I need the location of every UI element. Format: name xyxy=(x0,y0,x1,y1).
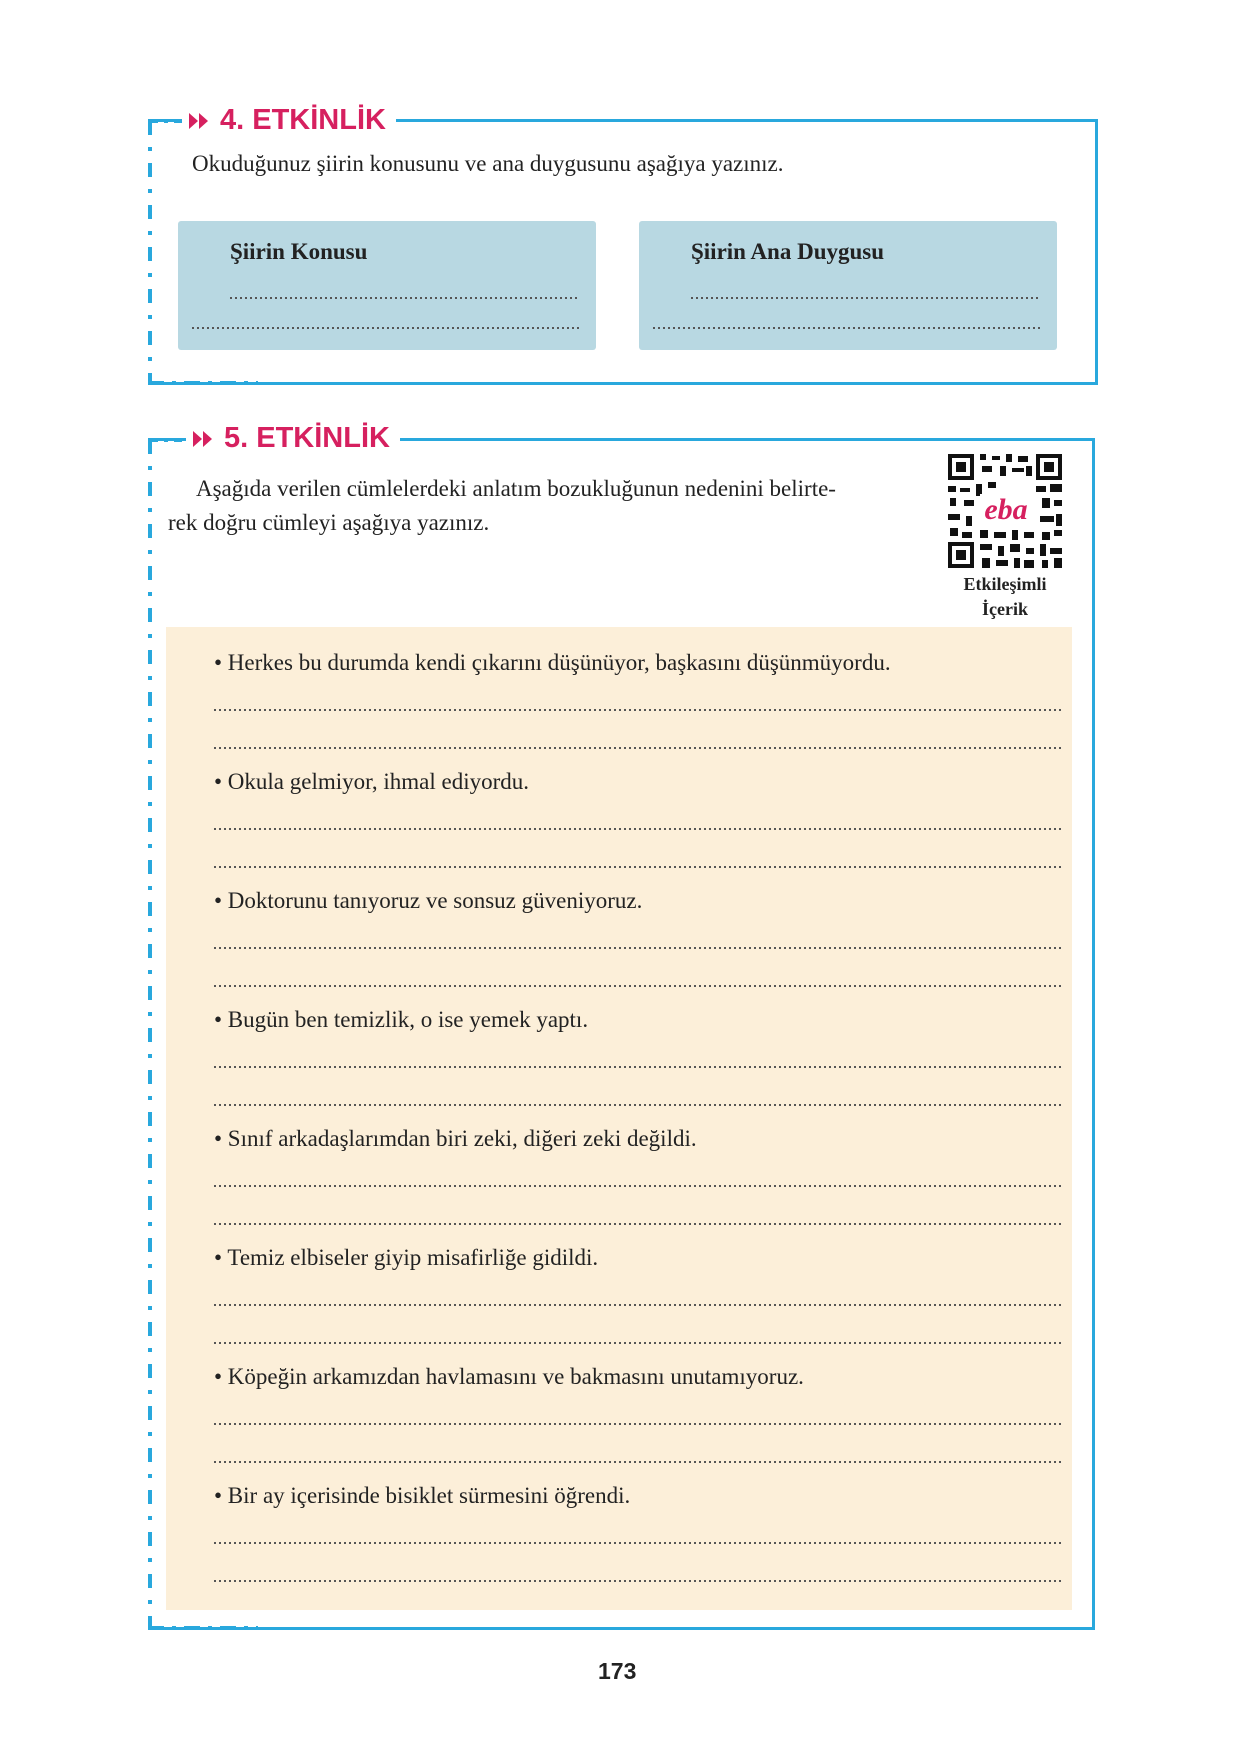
answer-line[interactable] xyxy=(214,985,1061,987)
qr-caption-line-1: Etkileşimli xyxy=(963,574,1047,594)
topic-heading: Şiirin Konusu xyxy=(230,239,368,264)
topic-answer-box xyxy=(178,221,596,350)
activity5-dashed-left-border xyxy=(148,440,152,1630)
answer-line[interactable] xyxy=(214,1342,1061,1344)
answer-line[interactable] xyxy=(214,1304,1061,1306)
sentence-item-7: • Köpeğin arkamızdan havlamasını ve bakmasını unutamıyoruz. xyxy=(214,1364,804,1389)
sentence-item-8: • Bir ay içerisinde bisiklet sürmesini öğrendi. xyxy=(214,1483,631,1508)
topic-answer-line-2[interactable] xyxy=(192,327,580,329)
topic-answer-line-1[interactable] xyxy=(230,297,580,299)
answer-line[interactable] xyxy=(214,709,1061,711)
answer-line[interactable] xyxy=(214,1542,1061,1544)
answer-line[interactable] xyxy=(214,1580,1061,1582)
emotion-answer-line-2[interactable] xyxy=(653,327,1041,329)
activity4-title xyxy=(182,104,396,137)
answer-line[interactable] xyxy=(214,866,1061,868)
activity4-dashed-left-border xyxy=(148,121,152,385)
activity5-instruction-line-1: Aşağıda verilen cümlelerdeki anlatım bozukluğunun nedenini belirte- xyxy=(196,476,836,501)
sentence-item-4: • Bugün ben temizlik, o ise yemek yaptı. xyxy=(214,1007,589,1032)
answer-line[interactable] xyxy=(214,1223,1061,1225)
page-number: 173 xyxy=(598,1658,637,1684)
answer-line[interactable] xyxy=(214,1185,1061,1187)
double-arrow-icon xyxy=(188,112,210,130)
activity4-dashed-top-border xyxy=(148,119,182,123)
qr-caption-line-2: İçerik xyxy=(982,599,1028,619)
answer-line[interactable] xyxy=(214,1461,1061,1463)
answer-line[interactable] xyxy=(214,747,1061,749)
activity5-dashed-bottom-border xyxy=(148,1626,258,1630)
answer-line[interactable] xyxy=(214,1423,1061,1425)
activity4-instruction: Okuduğunuz şiirin konusunu ve ana duygusunu aşağıya yazınız. xyxy=(192,151,784,176)
sentence-item-5: • Sınıf arkadaşlarımdan biri zeki, diğeri zeki değildi. xyxy=(214,1126,697,1151)
activity4-title-text: 4. ETKİNLİK xyxy=(220,104,386,136)
emotion-heading: Şiirin Ana Duygusu xyxy=(691,239,885,264)
emotion-answer-box xyxy=(639,221,1057,350)
answer-line[interactable] xyxy=(214,828,1061,830)
eba-logo-text: eba xyxy=(984,493,1028,526)
sentence-item-1: • Herkes bu durumda kendi çıkarını düşünüyor, başkasını düşünmüyordu. xyxy=(214,650,891,675)
activity5-instruction-line-2: rek doğru cümleyi aşağıya yazınız. xyxy=(168,510,490,535)
activity5-title xyxy=(186,422,400,455)
emotion-answer-line-1[interactable] xyxy=(691,297,1041,299)
activity5-dashed-top-border xyxy=(148,438,182,442)
double-arrow-icon xyxy=(192,430,214,448)
qr-code-icon[interactable] xyxy=(946,452,1064,570)
answer-line[interactable] xyxy=(214,1104,1061,1106)
sentence-item-6: • Temiz elbiseler giyip misafirliğe gidildi. xyxy=(214,1245,599,1270)
activity5-title-text: 5. ETKİNLİK xyxy=(224,422,390,454)
activity4-dashed-bottom-border xyxy=(148,381,258,385)
sentences-panel xyxy=(166,627,1072,1610)
sentence-item-2: • Okula gelmiyor, ihmal ediyordu. xyxy=(214,769,530,794)
sentence-item-3: • Doktorunu tanıyoruz ve sonsuz güveniyoruz. xyxy=(214,888,643,913)
answer-line[interactable] xyxy=(214,947,1061,949)
qr-caption xyxy=(946,572,1064,622)
answer-line[interactable] xyxy=(214,1066,1061,1068)
